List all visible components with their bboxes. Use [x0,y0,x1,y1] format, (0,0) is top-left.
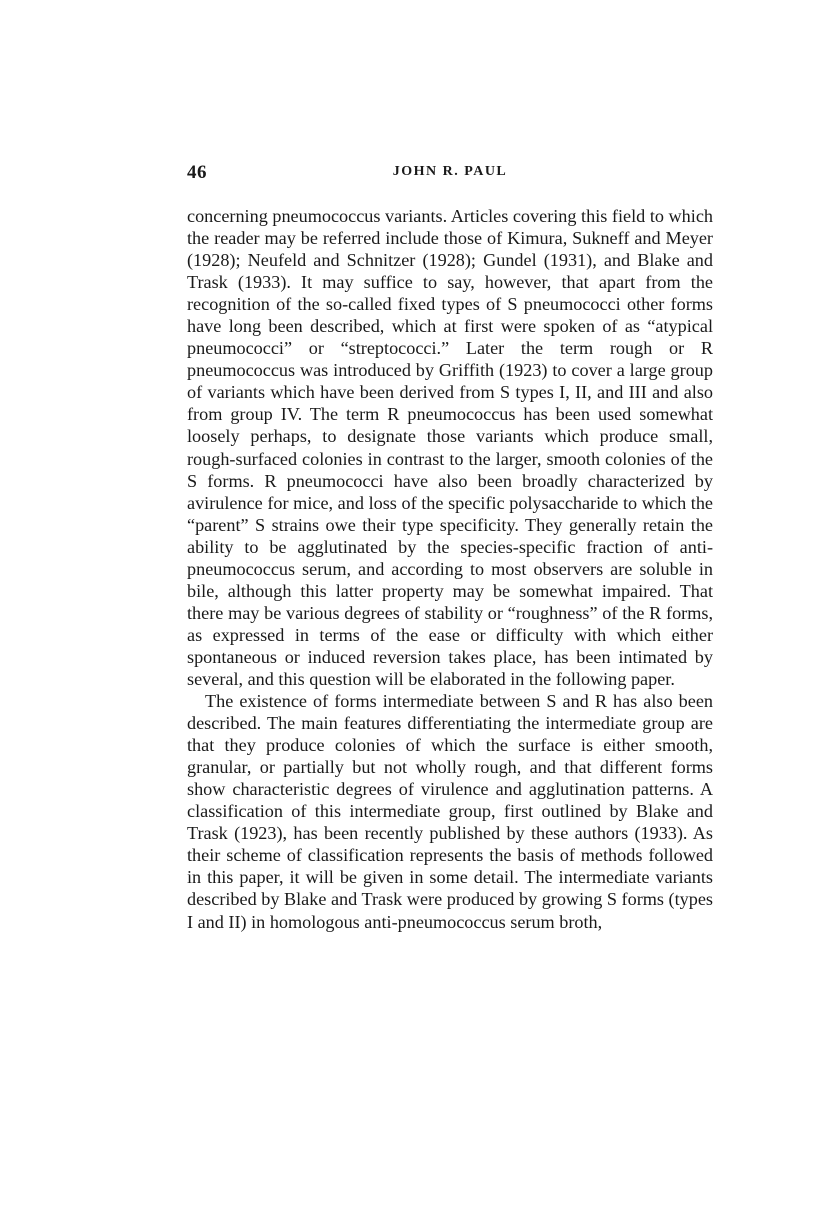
paragraph-intermediate-forms: The existence of forms intermediate between S and R has also been described. The main features differentiating the intermediate group are that they produce colonies of which the surface is either smooth, granular, or partially but not wholly rough, and that different forms show characteristic degrees of virulence and agglutination patterns. A classification of this intermediate group, first outlined by Blake and Trask (1923), has been recently published by these authors (1933). As their scheme of classification represents the basis of methods followed in this paper, it will be given in some detail. The intermediate variants described by Blake and Trask were produced by growing S forms (types I and II) in homologous anti-pneumococcus serum broth, [187,691,713,932]
page-header [187,162,713,188]
running-head: JOHN R. PAUL [392,164,508,179]
page-number: 46 [187,162,207,183]
body-text [187,205,713,933]
paragraph-continuation: concerning pneumococcus variants. Articles covering this field to which the reader may be referred include those of Kimura, Sukneff and Meyer (1928); Neufeld and Schnitzer (1928); Gundel (1931), and Blake and Trask (1933). It may suffice to say, however, that apart from the recognition of the so-called fixed types of S pneumococci other forms have long been described, which at first were spoken of as “atypical pneumococci” or “streptococci.” Later the term rough or R pneumococcus was introduced by Griffith (1923) to cover a large group of variants which have been derived from S types I, II, and III and also from group IV. The term R pneumococcus has been used somewhat loosely perhaps, to designate those variants which produce small, rough-surfaced colonies in contrast to the larger, smooth colonies of the S forms. R pneumococci have also been broadly characterized by avirulence for mice, and loss of the specific polysaccharide to which the “parent” S strains owe their type specificity. They generally retain the ability to be agglutinated by the species-specific fraction of anti-pneumococcus serum, and according to most observers are soluble in bile, although this latter property may be somewhat impaired. That there may be various degrees of stability or “roughness” of the R forms, as expressed in terms of the ease or difficulty with which either spontaneous or induced reversion takes place, has been intimated by several, and this question will be elaborated in the following paper. [187,206,713,689]
